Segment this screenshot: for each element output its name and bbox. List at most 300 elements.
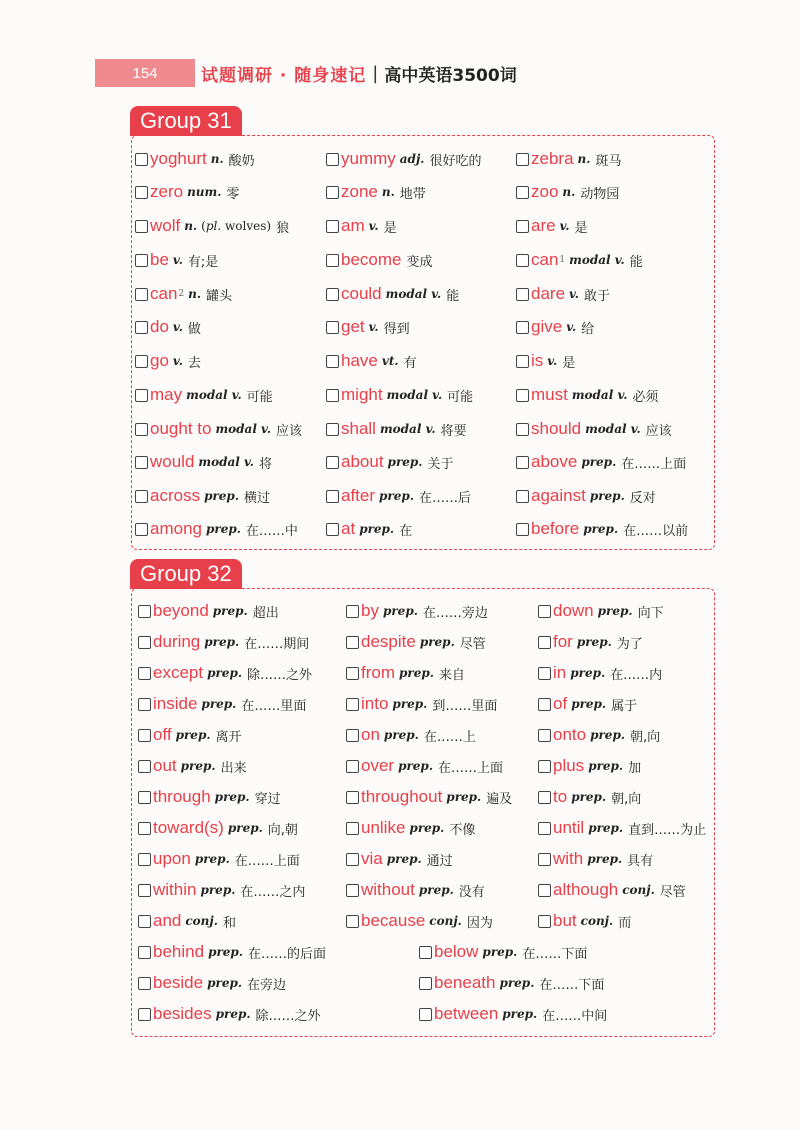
checkbox[interactable] bbox=[326, 490, 339, 503]
checkbox[interactable] bbox=[135, 254, 148, 267]
part-of-speech: conj. bbox=[580, 914, 614, 928]
checkbox[interactable] bbox=[135, 523, 148, 536]
part-of-speech: prep. bbox=[571, 697, 607, 711]
checkbox[interactable] bbox=[516, 288, 529, 301]
checkbox[interactable] bbox=[538, 822, 551, 835]
word: beyond bbox=[153, 601, 209, 620]
part-of-speech: prep. bbox=[383, 728, 419, 742]
part-of-speech: prep. bbox=[571, 790, 607, 804]
vocab-entry bbox=[516, 146, 621, 172]
checkbox[interactable] bbox=[135, 423, 148, 436]
word: except bbox=[153, 663, 204, 682]
part-of-speech: n. bbox=[184, 219, 198, 233]
word: into bbox=[361, 694, 389, 713]
book-title: 高中英语3500词 bbox=[384, 65, 517, 86]
vocab-entry bbox=[516, 179, 619, 205]
checkbox[interactable] bbox=[138, 667, 151, 680]
word: am bbox=[341, 216, 365, 235]
word: until bbox=[553, 818, 585, 837]
checkbox[interactable] bbox=[516, 254, 529, 267]
word: unlike bbox=[361, 818, 406, 837]
checkbox[interactable] bbox=[516, 456, 529, 469]
checkbox[interactable] bbox=[326, 153, 339, 166]
checkbox[interactable] bbox=[135, 456, 148, 469]
checkbox[interactable] bbox=[538, 853, 551, 866]
checkbox[interactable] bbox=[419, 946, 432, 959]
part-of-speech: prep. bbox=[588, 821, 624, 835]
part-of-speech: n. bbox=[188, 287, 202, 301]
checkbox[interactable] bbox=[538, 884, 551, 897]
part-of-speech: prep. bbox=[482, 945, 518, 959]
checkbox[interactable] bbox=[346, 822, 359, 835]
vocab-entry bbox=[135, 348, 201, 374]
checkbox[interactable] bbox=[326, 254, 339, 267]
meaning: 在 bbox=[399, 523, 413, 539]
word: ought to bbox=[150, 419, 212, 438]
vocab-entry bbox=[346, 691, 497, 717]
checkbox[interactable] bbox=[538, 729, 551, 742]
meaning: 横过 bbox=[244, 490, 271, 506]
vocab-entry bbox=[326, 179, 426, 205]
checkbox[interactable] bbox=[135, 490, 148, 503]
word: yummy bbox=[341, 149, 396, 168]
checkbox[interactable] bbox=[419, 1008, 432, 1021]
word: throughout bbox=[361, 787, 443, 806]
vocab-entry bbox=[135, 146, 255, 172]
checkbox[interactable] bbox=[138, 791, 151, 804]
part-of-speech: prep. bbox=[215, 1007, 251, 1021]
checkbox[interactable] bbox=[538, 760, 551, 773]
part-of-speech: prep. bbox=[588, 759, 624, 773]
meaning: 来自 bbox=[438, 667, 465, 683]
meaning: 出来 bbox=[220, 760, 247, 776]
word: should bbox=[531, 419, 582, 438]
vocab-entry bbox=[326, 382, 473, 408]
vocab-entry bbox=[538, 598, 664, 624]
vocab-entry bbox=[419, 939, 587, 965]
vocab-entry bbox=[326, 516, 412, 542]
checkbox[interactable] bbox=[346, 729, 359, 742]
meaning: 在……的后面 bbox=[247, 946, 326, 962]
checkbox[interactable] bbox=[346, 667, 359, 680]
checkbox[interactable] bbox=[135, 288, 148, 301]
checkbox[interactable] bbox=[326, 389, 339, 402]
meaning: 在……下面 bbox=[522, 946, 588, 962]
checkbox[interactable] bbox=[516, 220, 529, 233]
part-of-speech: modal v. bbox=[215, 422, 271, 436]
part-of-speech: prep. bbox=[208, 945, 243, 959]
word: do bbox=[150, 317, 169, 336]
checkbox[interactable] bbox=[138, 605, 151, 618]
meaning: 向,朝 bbox=[267, 822, 298, 838]
grammar-form: wolves) bbox=[225, 219, 272, 233]
vocab-entry bbox=[538, 784, 641, 810]
checkbox[interactable] bbox=[326, 186, 339, 199]
part-of-speech: conj. bbox=[185, 914, 218, 928]
vocab-entry bbox=[516, 213, 588, 239]
meaning: 在旁边 bbox=[247, 977, 287, 993]
header-separator: | bbox=[372, 62, 379, 84]
part-of-speech: modal v. bbox=[585, 422, 641, 436]
vocab-entry bbox=[326, 247, 433, 273]
meaning: 反对 bbox=[629, 490, 656, 506]
part-of-speech: prep. bbox=[590, 728, 626, 742]
checkbox[interactable] bbox=[516, 423, 529, 436]
word: across bbox=[150, 486, 201, 505]
group-title: Group 32 bbox=[130, 559, 242, 589]
meaning: 穿过 bbox=[254, 791, 281, 807]
part-of-speech: v. bbox=[172, 320, 183, 334]
meaning: 在……期间 bbox=[244, 636, 310, 652]
part-of-speech: prep. bbox=[207, 976, 243, 990]
vocab-entry bbox=[346, 846, 453, 872]
vocab-entry bbox=[346, 598, 488, 624]
meaning: 能 bbox=[446, 288, 460, 304]
word: must bbox=[531, 385, 568, 404]
meaning: 在……上 bbox=[423, 729, 476, 745]
vocab-entry bbox=[326, 416, 467, 442]
meaning: 除……之外 bbox=[255, 1008, 321, 1024]
checkbox[interactable] bbox=[538, 636, 551, 649]
word: zoo bbox=[531, 182, 559, 201]
meaning: 尽管 bbox=[659, 884, 686, 900]
part-of-speech: prep. bbox=[587, 852, 623, 866]
part-of-speech: v. bbox=[368, 219, 379, 233]
vocab-entry bbox=[516, 516, 688, 542]
vocab-entry bbox=[346, 660, 465, 686]
checkbox[interactable] bbox=[138, 822, 151, 835]
word: off bbox=[153, 725, 172, 744]
checkbox[interactable] bbox=[135, 389, 148, 402]
word: beneath bbox=[434, 973, 496, 992]
checkbox[interactable] bbox=[326, 220, 339, 233]
checkbox[interactable] bbox=[138, 915, 151, 928]
word: out bbox=[153, 756, 177, 775]
checkbox[interactable] bbox=[538, 791, 551, 804]
checkbox[interactable] bbox=[516, 186, 529, 199]
word: yoghurt bbox=[150, 149, 207, 168]
part-of-speech: prep. bbox=[382, 604, 418, 618]
word: onto bbox=[553, 725, 587, 744]
vocab-entry bbox=[138, 815, 298, 841]
meaning: 不像 bbox=[449, 822, 476, 838]
checkbox[interactable] bbox=[516, 523, 529, 536]
word: could bbox=[341, 284, 382, 303]
checkbox[interactable] bbox=[138, 698, 151, 711]
vocab-entry bbox=[538, 877, 686, 903]
checkbox[interactable] bbox=[516, 490, 529, 503]
meaning: 朝,向 bbox=[630, 729, 661, 745]
word: plus bbox=[553, 756, 585, 775]
word: of bbox=[553, 694, 568, 713]
vocab-entry bbox=[516, 281, 610, 307]
vocab-entry bbox=[326, 314, 410, 340]
word: in bbox=[553, 663, 567, 682]
checkbox[interactable] bbox=[138, 853, 151, 866]
vocab-entry bbox=[346, 753, 503, 779]
word: shall bbox=[341, 419, 376, 438]
part-of-speech: prep. bbox=[576, 635, 612, 649]
meaning: 直到……为止 bbox=[628, 822, 707, 838]
part-of-speech: n. bbox=[210, 152, 224, 166]
part-of-speech: modal v. bbox=[198, 455, 254, 469]
checkbox[interactable] bbox=[135, 355, 148, 368]
vocab-entry bbox=[516, 416, 672, 442]
word: with bbox=[553, 849, 584, 868]
word: about bbox=[341, 452, 384, 471]
vocab-entry bbox=[346, 629, 486, 655]
word: despite bbox=[361, 632, 416, 651]
part-of-speech: modal v. bbox=[569, 253, 625, 267]
part-of-speech: prep. bbox=[201, 697, 237, 711]
meaning: 而 bbox=[618, 915, 632, 931]
word: might bbox=[341, 385, 383, 404]
meaning: 变成 bbox=[406, 254, 433, 270]
vocab-entry bbox=[135, 516, 298, 542]
vocab-entry bbox=[138, 691, 306, 717]
meaning: 在……下面 bbox=[539, 977, 605, 993]
meaning: 去 bbox=[187, 355, 201, 371]
checkbox[interactable] bbox=[538, 915, 551, 928]
part-of-speech: modal v. bbox=[385, 287, 442, 301]
checkbox[interactable] bbox=[135, 220, 148, 233]
meaning: 在……中间 bbox=[542, 1008, 608, 1024]
vocab-entry bbox=[346, 784, 512, 810]
word: have bbox=[341, 351, 378, 370]
word: through bbox=[153, 787, 211, 806]
word: give bbox=[531, 317, 563, 336]
checkbox[interactable] bbox=[326, 523, 339, 536]
word: against bbox=[531, 486, 586, 505]
checkbox[interactable] bbox=[326, 288, 339, 301]
group-title: Group 31 bbox=[130, 106, 242, 136]
part-of-speech: n. bbox=[562, 185, 576, 199]
vocab-entry bbox=[326, 281, 459, 307]
word: go bbox=[150, 351, 169, 370]
checkbox[interactable] bbox=[346, 884, 359, 897]
checkbox[interactable] bbox=[516, 153, 529, 166]
meaning: 必须 bbox=[632, 389, 659, 405]
meaning: 将 bbox=[258, 456, 272, 472]
word: via bbox=[361, 849, 383, 868]
meaning: 能 bbox=[629, 254, 643, 270]
group-31-box bbox=[131, 108, 715, 550]
checkbox[interactable] bbox=[346, 791, 359, 804]
vocab-entry bbox=[326, 146, 481, 172]
checkbox[interactable] bbox=[346, 605, 359, 618]
meaning: 离开 bbox=[215, 729, 242, 745]
vocab-entry bbox=[135, 449, 272, 475]
meaning: 在……旁边 bbox=[422, 605, 488, 621]
part-of-speech: adj. bbox=[399, 152, 425, 166]
vocab-entry bbox=[538, 660, 662, 686]
vocab-entry bbox=[538, 908, 631, 934]
word: behind bbox=[153, 942, 205, 961]
part-of-speech: prep. bbox=[581, 455, 617, 469]
word: by bbox=[361, 601, 379, 620]
word: but bbox=[553, 911, 577, 930]
word: to bbox=[553, 787, 568, 806]
part-of-speech: prep. bbox=[212, 604, 248, 618]
part-of-speech: prep. bbox=[200, 883, 236, 897]
vocab-entry bbox=[346, 908, 493, 934]
part-of-speech: prep. bbox=[214, 790, 250, 804]
meaning: 和 bbox=[222, 915, 236, 931]
word: would bbox=[150, 452, 195, 471]
checkbox[interactable] bbox=[135, 321, 148, 334]
grammar-open: ( bbox=[201, 219, 206, 233]
meaning: 可能 bbox=[447, 389, 474, 405]
part-of-speech: v. bbox=[566, 320, 577, 334]
checkbox[interactable] bbox=[326, 423, 339, 436]
vocab-entry bbox=[538, 815, 706, 841]
word: besides bbox=[153, 1004, 212, 1023]
word: zebra bbox=[531, 149, 574, 168]
checkbox[interactable] bbox=[538, 605, 551, 618]
checkbox[interactable] bbox=[326, 321, 339, 334]
word: without bbox=[361, 880, 415, 899]
part-of-speech: prep. bbox=[502, 1007, 538, 1021]
part-of-speech: prep. bbox=[589, 489, 625, 503]
checkbox[interactable] bbox=[538, 667, 551, 680]
vocab-entry bbox=[419, 970, 604, 996]
meaning: 在……后 bbox=[418, 490, 471, 506]
group-32-box bbox=[131, 561, 715, 1037]
checkbox[interactable] bbox=[138, 636, 151, 649]
meaning: 在……里面 bbox=[241, 698, 307, 714]
meaning: 在……上面 bbox=[234, 853, 300, 869]
meaning: 地带 bbox=[399, 186, 426, 202]
checkbox[interactable] bbox=[516, 355, 529, 368]
meaning: 向下 bbox=[637, 605, 664, 621]
word: and bbox=[153, 911, 182, 930]
checkbox[interactable] bbox=[138, 729, 151, 742]
checkbox[interactable] bbox=[346, 760, 359, 773]
part-of-speech: prep. bbox=[379, 489, 414, 503]
vocab-entry bbox=[138, 784, 281, 810]
meaning: 在……上面 bbox=[621, 456, 687, 472]
part-of-speech: prep. bbox=[205, 522, 241, 536]
part-of-speech: n. bbox=[381, 185, 395, 199]
sense-number: 1 bbox=[559, 255, 566, 265]
checkbox[interactable] bbox=[138, 760, 151, 773]
checkbox[interactable] bbox=[538, 698, 551, 711]
meaning: 没有 bbox=[458, 884, 485, 900]
checkbox[interactable] bbox=[346, 698, 359, 711]
vocab-entry bbox=[138, 660, 312, 686]
meaning: 在……中 bbox=[245, 523, 298, 539]
word: get bbox=[341, 317, 365, 336]
part-of-speech: prep. bbox=[204, 489, 239, 503]
meaning: 零 bbox=[226, 186, 240, 202]
checkbox[interactable] bbox=[138, 1008, 151, 1021]
part-of-speech: modal v. bbox=[571, 388, 628, 402]
word: zone bbox=[341, 182, 378, 201]
meaning: 尽管 bbox=[459, 636, 486, 652]
meaning: 为了 bbox=[616, 636, 643, 652]
vocab-entry bbox=[326, 348, 417, 374]
meaning: 狼 bbox=[276, 220, 290, 236]
meaning: 属于 bbox=[611, 698, 638, 714]
meaning: 罐头 bbox=[206, 288, 233, 304]
checkbox[interactable] bbox=[138, 884, 151, 897]
vocab-entry bbox=[138, 629, 309, 655]
vocab-entry bbox=[516, 483, 656, 509]
vocab-entry bbox=[138, 753, 247, 779]
checkbox[interactable] bbox=[138, 977, 151, 990]
word: because bbox=[361, 911, 426, 930]
word: toward(s) bbox=[153, 818, 224, 837]
checkbox[interactable] bbox=[346, 636, 359, 649]
checkbox[interactable] bbox=[135, 153, 148, 166]
vocab-entry bbox=[138, 908, 236, 934]
word: at bbox=[341, 519, 356, 538]
word: be bbox=[150, 250, 169, 269]
vocab-entry bbox=[346, 815, 475, 841]
vocab-entry bbox=[135, 281, 232, 307]
checkbox[interactable] bbox=[346, 853, 359, 866]
checkbox[interactable] bbox=[138, 946, 151, 959]
meaning: 在……内 bbox=[610, 667, 663, 683]
page-header bbox=[95, 58, 517, 88]
meaning: 加 bbox=[628, 760, 642, 776]
part-of-speech: prep. bbox=[418, 883, 454, 897]
vocab-entry bbox=[538, 846, 653, 872]
word: between bbox=[434, 1004, 499, 1023]
checkbox[interactable] bbox=[326, 355, 339, 368]
checkbox[interactable] bbox=[419, 977, 432, 990]
word: inside bbox=[153, 694, 198, 713]
meaning: 朝,向 bbox=[611, 791, 642, 807]
part-of-speech: vt. bbox=[381, 354, 399, 368]
part-of-speech: modal v. bbox=[386, 388, 443, 402]
meaning: 动物园 bbox=[580, 186, 620, 202]
vocab-entry bbox=[138, 939, 326, 965]
vocab-entry bbox=[135, 179, 239, 205]
vocab-entry bbox=[135, 416, 302, 442]
checkbox[interactable] bbox=[516, 321, 529, 334]
checkbox[interactable] bbox=[135, 186, 148, 199]
meaning: 应该 bbox=[276, 423, 303, 439]
vocab-entry bbox=[516, 449, 686, 475]
part-of-speech: v. bbox=[547, 354, 558, 368]
word: although bbox=[553, 880, 619, 899]
meaning: 有 bbox=[403, 355, 417, 371]
meaning: 除……之外 bbox=[247, 667, 313, 683]
part-of-speech: prep. bbox=[398, 759, 433, 773]
meaning: 是 bbox=[562, 355, 576, 371]
vocab-entry bbox=[135, 213, 289, 239]
part-of-speech: prep. bbox=[446, 790, 482, 804]
checkbox[interactable] bbox=[326, 456, 339, 469]
meaning: 斑马 bbox=[595, 153, 622, 169]
part-of-speech: n. bbox=[577, 152, 591, 166]
checkbox[interactable] bbox=[516, 389, 529, 402]
word: down bbox=[553, 601, 594, 620]
word: is bbox=[531, 351, 544, 370]
part-of-speech: modal v. bbox=[379, 422, 436, 436]
part-of-speech: prep. bbox=[570, 666, 606, 680]
word: zero bbox=[150, 182, 184, 201]
meaning: 具有 bbox=[627, 853, 654, 869]
vocab-entry bbox=[516, 348, 575, 374]
vocab-entry bbox=[138, 970, 286, 996]
part-of-speech: prep. bbox=[204, 635, 240, 649]
checkbox[interactable] bbox=[346, 915, 359, 928]
vocab-entry bbox=[135, 247, 218, 273]
part-of-speech: num. bbox=[187, 185, 222, 199]
vocab-entry bbox=[538, 629, 643, 655]
